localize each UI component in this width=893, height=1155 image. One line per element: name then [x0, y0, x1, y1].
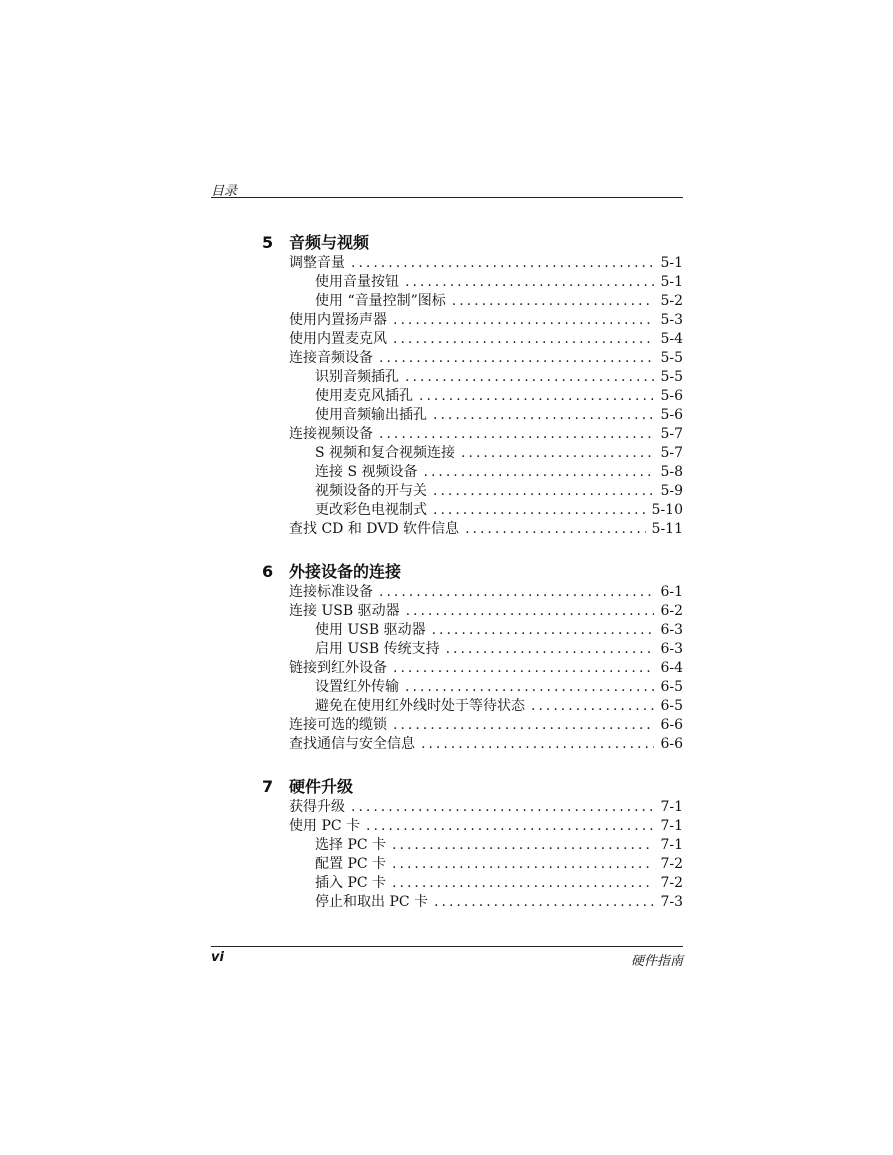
toc-entry[interactable]: [262, 387, 683, 406]
toc-entry-title: 连接音频设备: [289, 350, 373, 366]
chapter-heading: [262, 232, 683, 254]
toc-entry-page: 5-1: [660, 274, 683, 290]
chapter-section: [262, 776, 683, 912]
chapter-number: 6: [262, 562, 274, 581]
toc-entry-page: 5-9: [660, 483, 683, 499]
toc-entry-page: 5-10: [651, 502, 683, 518]
toc-entry-title: 使用音量按钮: [315, 274, 399, 290]
dot-leader: [393, 659, 654, 678]
dot-leader: [424, 463, 655, 482]
dot-leader: [446, 640, 655, 659]
toc-entry-title: 更改彩色电视制式: [315, 502, 427, 518]
dot-leader: [421, 735, 654, 754]
toc-entry[interactable]: [262, 425, 683, 444]
dot-leader: [366, 817, 654, 836]
toc-entry[interactable]: [262, 273, 683, 292]
chapter-title: 音频与视频: [289, 233, 370, 252]
toc-entry[interactable]: [262, 292, 683, 311]
table-of-contents: [262, 232, 683, 934]
toc-entry[interactable]: [262, 349, 683, 368]
toc-entry-title: 获得升级: [289, 799, 345, 815]
dot-leader: [393, 330, 654, 349]
dot-leader: [379, 583, 654, 602]
chapter-number: 5: [262, 233, 274, 252]
dot-leader: [405, 273, 654, 292]
toc-entry-title: 使用内置扬声器: [289, 312, 387, 328]
dot-leader: [379, 349, 654, 368]
dot-leader: [405, 678, 654, 697]
toc-entry-page: 5-1: [660, 255, 683, 271]
toc-entry-page: 6-3: [660, 641, 683, 657]
toc-entry-title: 链接到红外设备: [289, 660, 387, 676]
toc-entry-page: 7-2: [660, 875, 683, 891]
footer-page-number: vi: [211, 950, 224, 965]
toc-entry-title: 查找 CD 和 DVD 软件信息: [289, 521, 460, 537]
running-header: 目录: [211, 184, 238, 199]
toc-entry-page: 7-1: [660, 837, 683, 853]
toc-entry-title: 识别音频插孔: [315, 369, 399, 385]
toc-entry[interactable]: [262, 798, 683, 817]
dot-leader: [433, 501, 646, 520]
toc-entry-page: 6-6: [660, 717, 683, 733]
toc-entry-title: 使用麦克风插孔: [315, 388, 413, 404]
toc-entry[interactable]: [262, 501, 683, 520]
toc-entry[interactable]: [262, 640, 683, 659]
dot-leader: [465, 520, 645, 539]
toc-entry[interactable]: [262, 855, 683, 874]
chapter-section: [262, 232, 683, 539]
toc-entry-page: 5-11: [651, 521, 683, 537]
chapter-section: [262, 561, 683, 754]
toc-entry[interactable]: [262, 368, 683, 387]
toc-entry-page: 5-5: [660, 350, 683, 366]
toc-entry-title: 停止和取出 PC 卡: [315, 894, 429, 910]
chapter-heading: [262, 561, 683, 583]
toc-entry-page: 6-1: [660, 584, 683, 600]
footer-book-title: 硬件指南: [630, 954, 683, 969]
toc-entry[interactable]: [262, 330, 683, 349]
toc-entry-title: 使用 PC 卡: [289, 818, 361, 834]
toc-entry[interactable]: [262, 874, 683, 893]
toc-entry-page: 6-4: [660, 660, 683, 676]
dot-leader: [392, 874, 654, 893]
toc-entry-page: 7-2: [660, 856, 683, 872]
toc-entry[interactable]: [262, 893, 683, 912]
toc-entry-title: 调整音量: [289, 255, 345, 271]
dot-leader: [406, 602, 655, 621]
toc-entry-title: 插入 PC 卡: [315, 875, 387, 891]
toc-entry-title: 连接标准设备: [289, 584, 373, 600]
toc-entry[interactable]: [262, 311, 683, 330]
toc-entry-page: 5-3: [660, 312, 683, 328]
chapter-title: 硬件升级: [289, 777, 354, 796]
toc-entry[interactable]: [262, 659, 683, 678]
toc-entry-page: 5-6: [660, 407, 683, 423]
toc-entry-page: 7-1: [660, 799, 683, 815]
toc-entry-title: 避免在使用红外线时处于等待状态: [315, 698, 525, 714]
toc-entry-title: 使用 “音量控制”图标: [315, 293, 446, 309]
toc-entry[interactable]: [262, 463, 683, 482]
dot-leader: [379, 425, 654, 444]
toc-entry[interactable]: [262, 697, 683, 716]
dot-leader: [419, 387, 654, 406]
toc-entry-page: 6-3: [660, 622, 683, 638]
toc-entry-page: 6-5: [660, 679, 683, 695]
toc-entry-title: 使用 USB 驱动器: [315, 622, 426, 638]
dot-leader: [392, 855, 654, 874]
dot-leader: [433, 406, 654, 425]
toc-entry[interactable]: [262, 836, 683, 855]
toc-entry-page: 5-7: [660, 426, 683, 442]
chapter-title: 外接设备的连接: [289, 562, 402, 581]
toc-entry[interactable]: [262, 621, 683, 640]
toc-entry[interactable]: [262, 678, 683, 697]
toc-entry-title: 设置红外传输: [315, 679, 399, 695]
toc-entry-page: 7-3: [660, 894, 683, 910]
dot-leader: [433, 482, 654, 501]
toc-entry[interactable]: [262, 817, 683, 836]
toc-entry-page: 5-5: [660, 369, 683, 385]
toc-entry-title: 连接视频设备: [289, 426, 373, 442]
dot-leader: [351, 254, 654, 273]
toc-entry-page: 5-4: [660, 331, 683, 347]
dot-leader: [432, 621, 655, 640]
toc-entry-title: 视频设备的开与关: [315, 483, 427, 499]
dot-leader: [461, 444, 654, 463]
header-rule: [211, 197, 683, 198]
toc-entry[interactable]: [262, 520, 683, 539]
toc-entry-page: 6-2: [660, 603, 683, 619]
toc-entry-title: 连接 USB 驱动器: [289, 603, 400, 619]
toc-entry-page: 5-8: [660, 464, 683, 480]
dot-leader: [405, 368, 654, 387]
toc-entry-page: 5-7: [660, 445, 683, 461]
toc-entry[interactable]: [262, 583, 683, 602]
toc-entry-title: 使用内置麦克风: [289, 331, 387, 347]
chapter-heading: [262, 776, 683, 798]
dot-leader: [434, 893, 654, 912]
toc-entry-title: S 视频和复合视频连接: [315, 445, 456, 461]
toc-entry[interactable]: [262, 406, 683, 425]
dot-leader: [531, 697, 654, 716]
toc-entry[interactable]: [262, 602, 683, 621]
toc-entry-page: 7-1: [660, 818, 683, 834]
toc-entry-title: 连接可选的缆锁: [289, 717, 387, 733]
toc-entry[interactable]: [262, 254, 683, 273]
dot-leader: [351, 798, 654, 817]
toc-entry-title: 使用音频输出插孔: [315, 407, 427, 423]
toc-entry[interactable]: [262, 444, 683, 463]
toc-entry-title: 配置 PC 卡: [315, 856, 387, 872]
dot-leader: [393, 311, 654, 330]
toc-entry-page: 5-2: [660, 293, 683, 309]
toc-entry-title: 启用 USB 传统支持: [315, 641, 440, 657]
toc-entry[interactable]: [262, 735, 683, 754]
dot-leader: [393, 716, 654, 735]
toc-entry-page: 5-6: [660, 388, 683, 404]
dot-leader: [392, 836, 654, 855]
toc-entry-title: 查找通信与安全信息: [289, 736, 415, 752]
dot-leader: [452, 292, 655, 311]
toc-entry-page: 6-6: [660, 736, 683, 752]
chapter-number: 7: [262, 777, 274, 796]
toc-entry-page: 6-5: [660, 698, 683, 714]
toc-entry-title: 选择 PC 卡: [315, 837, 387, 853]
toc-entry[interactable]: [262, 716, 683, 735]
toc-entry[interactable]: [262, 482, 683, 501]
footer-rule: [211, 946, 683, 947]
toc-entry-title: 连接 S 视频设备: [315, 464, 418, 480]
